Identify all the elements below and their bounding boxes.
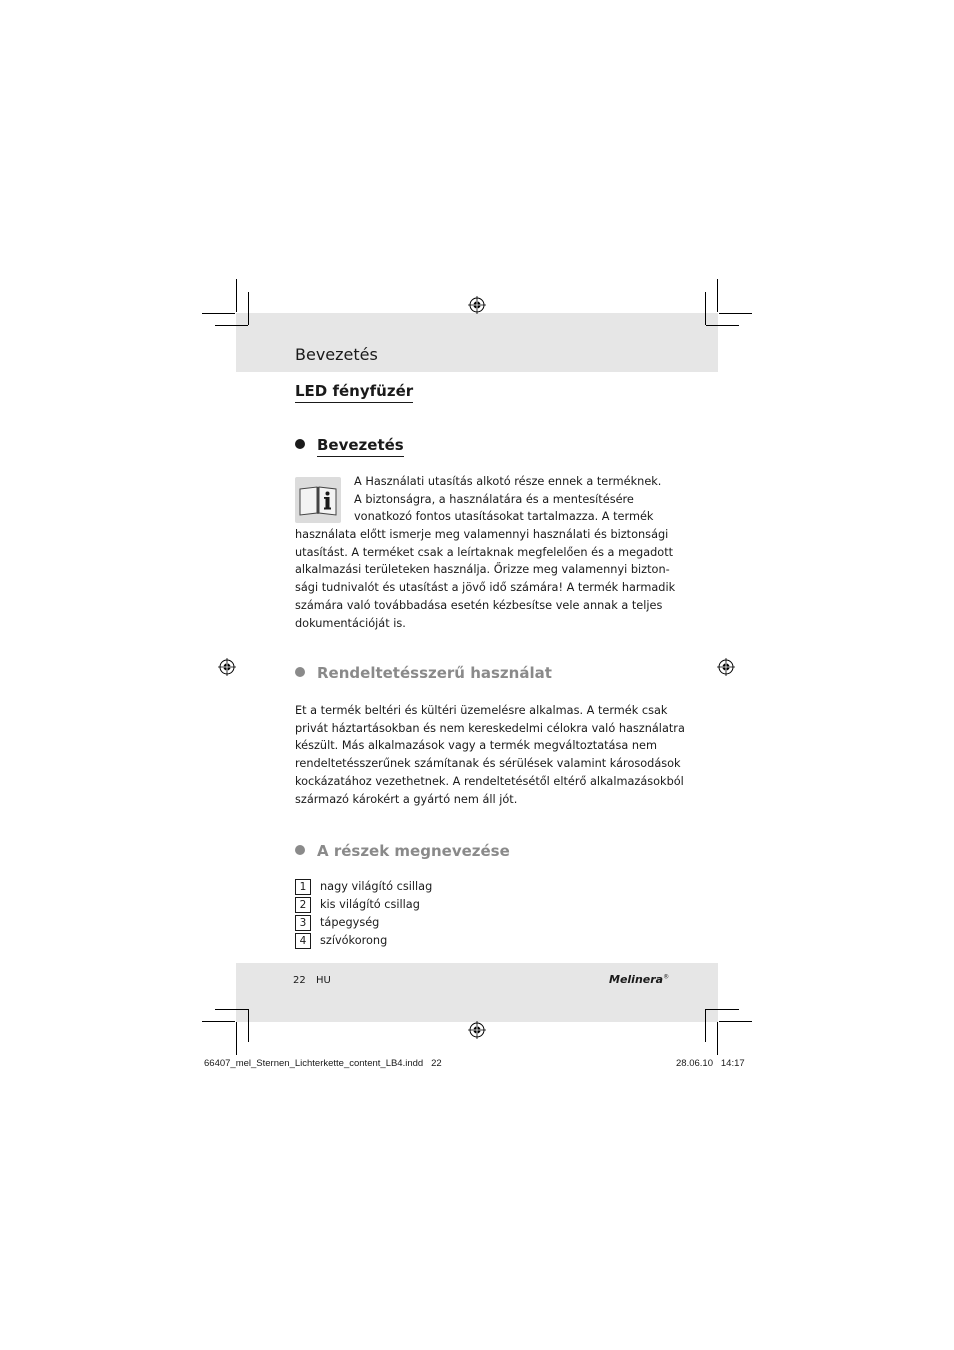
registration-mark-icon [468, 1021, 486, 1039]
list-item [295, 915, 379, 931]
text-line: A biztonságra, a használatára és a mentesítésére [354, 492, 634, 506]
text-line: származó károkért a gyártó nem áll jót. [295, 792, 518, 806]
list-item [295, 897, 420, 913]
list-item [295, 879, 432, 895]
intro-text [354, 473, 664, 526]
info-book-icon [295, 477, 341, 523]
text-line: számára való továbbadása esetén kézbesítse vele annak a teljes [295, 598, 663, 612]
registration-mark-icon [218, 658, 236, 676]
document-title [295, 382, 413, 400]
crop-mark [236, 279, 237, 312]
text-line: dokumentációját is. [295, 616, 406, 630]
header-section-title: Bevezetés [295, 345, 378, 364]
text-line: sági tudnivalót és utasítást a jövő idő számára! A termék harmadik [295, 581, 676, 595]
brand-logo [609, 973, 669, 986]
text-line: használata előtt ismerje meg valamennyi használati és biztonsági [295, 528, 669, 541]
text-line: vonatkozó fontos utasításokat tartalmazza. A termék [354, 510, 654, 524]
document-title-text: LED fényfüzér [295, 382, 413, 403]
part-number: 2 [295, 897, 311, 913]
section-heading-parts [295, 842, 510, 860]
text-line: utasítást. A terméket csak a leírtaknak megfelelően és a megadott [295, 545, 674, 559]
crop-mark [202, 1021, 235, 1022]
crop-mark [202, 313, 235, 314]
footer-band [236, 963, 718, 1022]
crop-mark [248, 292, 249, 325]
text-line: rendeltetésszerűnek számítanak és sérülések valamint károsodások [295, 757, 681, 771]
part-label: kis világító csillag [320, 898, 420, 911]
section-heading-text: Bevezetés [317, 436, 404, 457]
brand-name: Melinera [609, 973, 664, 986]
intro-body-text [295, 526, 676, 632]
bullet-icon [295, 439, 305, 449]
crop-mark [706, 325, 739, 326]
crop-mark [215, 1009, 248, 1010]
part-number: 3 [295, 915, 311, 931]
part-number: 4 [295, 933, 311, 949]
section-heading-intended-use [295, 664, 552, 682]
crop-mark [215, 325, 248, 326]
text-line: kockázatához vezethetnek. A rendeltetésétől eltérő alkalmazásokból [295, 774, 684, 788]
text-line: privát háztartásokban és nem kereskedelmi célokra való használatra [295, 721, 685, 735]
registration-mark-icon [468, 296, 486, 314]
crop-mark [706, 1009, 739, 1010]
slug-date: 28.06.10 14:17 [676, 1058, 745, 1069]
crop-mark [719, 1021, 752, 1022]
intended-use-text [295, 702, 685, 808]
registration-mark-icon [717, 658, 735, 676]
crop-mark [236, 1022, 237, 1055]
text-line: A Használati utasítás alkotó része ennek a terméknek. [354, 475, 662, 488]
crop-mark [717, 1022, 718, 1055]
part-label: szívókorong [320, 934, 388, 947]
crop-mark [705, 1009, 706, 1042]
section-heading-text: Rendeltetésszerű használat [317, 664, 552, 682]
text-line: Et a termék beltéri és kültéri üzemelésre alkalmas. A termék csak [295, 704, 668, 717]
brand-registered-mark: ® [663, 973, 670, 981]
bullet-icon [295, 845, 305, 855]
list-item [295, 933, 387, 949]
section-heading-text: A részek megnevezése [317, 842, 510, 860]
part-number: 1 [295, 879, 311, 895]
crop-mark [248, 1009, 249, 1042]
crop-mark [719, 313, 752, 314]
slug-file: 66407_mel_Sternen_Lichterkette_content_LB4.indd 22 [204, 1058, 442, 1069]
crop-mark [705, 292, 706, 325]
text-line: alkalmazási területeken használja. Őrizze meg valamennyi bizton- [295, 563, 670, 577]
language-code: HU [316, 975, 331, 986]
crop-mark [717, 279, 718, 312]
part-label: nagy világító csillag [320, 880, 433, 893]
part-label: tápegység [320, 916, 380, 929]
section-heading-intro [295, 436, 404, 454]
page-number: 22 [293, 975, 306, 986]
text-line: készült. Más alkalmazások vagy a termék megváltoztatása nem [295, 739, 657, 753]
bullet-icon [295, 667, 305, 677]
